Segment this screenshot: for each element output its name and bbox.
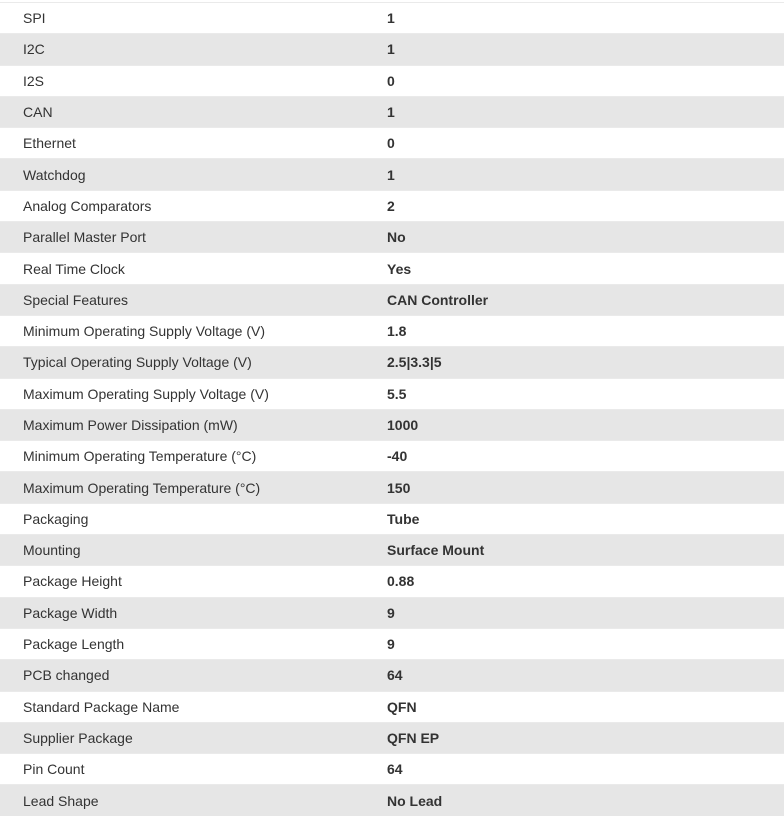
spec-value: Yes: [387, 260, 412, 277]
spec-label: Maximum Operating Temperature (°C): [23, 479, 261, 496]
spec-label: Real Time Clock: [23, 260, 125, 277]
spec-value: 9: [387, 604, 395, 621]
spec-value: 1000: [387, 417, 419, 433]
spec-row: [0, 96, 784, 127]
spec-row: [0, 440, 784, 471]
spec-row: [0, 127, 784, 158]
spec-row: [0, 346, 784, 377]
spec-row: [0, 252, 784, 283]
spec-value: QFN: [387, 698, 417, 715]
spec-value: 9: [387, 636, 395, 653]
spec-value: No Lead: [387, 792, 443, 809]
spec-row: [0, 284, 784, 315]
spec-label: Watchdog: [23, 166, 86, 183]
spec-label: Package Height: [23, 573, 122, 590]
spec-row: [0, 2, 784, 33]
spec-label: Maximum Operating Supply Voltage (V): [23, 385, 269, 402]
spec-row: [0, 503, 784, 534]
spec-row: [0, 691, 784, 722]
spec-row: [0, 190, 784, 221]
spec-label: I2S: [23, 72, 45, 89]
spec-row: [0, 534, 784, 565]
spec-value: 64: [387, 667, 403, 684]
spec-row: [0, 565, 784, 596]
spec-row: [0, 597, 784, 628]
spec-label: Minimum Operating Temperature (°C): [23, 448, 257, 465]
spec-row: [0, 33, 784, 64]
spec-row: [0, 315, 784, 346]
spec-value: 0.88: [387, 573, 415, 590]
spec-value: -40: [387, 448, 408, 465]
spec-value: 1: [387, 104, 395, 121]
spec-label: PCB changed: [23, 667, 110, 684]
spec-label: Standard Package Name: [23, 698, 180, 715]
spec-value: 2: [387, 197, 395, 214]
spec-row: [0, 65, 784, 96]
spec-label: Pin Count: [23, 761, 85, 778]
spec-value: Tube: [387, 510, 420, 527]
spec-label: Special Features: [23, 291, 129, 308]
spec-value: 1: [387, 166, 395, 183]
spec-value: 64: [387, 761, 403, 778]
spec-row: [0, 378, 784, 409]
spec-label: Typical Operating Supply Voltage (V): [23, 354, 252, 371]
spec-value: 2.5|3.3|5: [387, 354, 442, 371]
spec-value: CAN Controller: [387, 291, 489, 308]
spec-label: Package Length: [23, 636, 125, 653]
spec-row: [0, 409, 784, 440]
spec-value: 1: [387, 41, 395, 58]
spec-value: 5.5: [387, 385, 407, 402]
spec-row: [0, 221, 784, 252]
spec-label: Mounting: [23, 542, 81, 559]
spec-label: CAN: [23, 104, 53, 121]
spec-label: Analog Comparators: [23, 197, 152, 214]
spec-value: Surface Mount: [387, 542, 485, 559]
spec-value: 1: [387, 10, 395, 27]
spec-label: Supplier Package: [23, 729, 133, 746]
spec-label: Package Width: [23, 604, 118, 621]
spec-label: Packaging: [23, 510, 89, 527]
spec-table: [0, 2, 784, 816]
spec-value: 150: [387, 479, 411, 496]
spec-value: No: [387, 229, 406, 246]
spec-value: QFN EP: [387, 729, 440, 746]
spec-label: Ethernet: [23, 135, 76, 152]
spec-row: [0, 784, 784, 815]
spec-label: Parallel Master Port: [23, 229, 146, 246]
spec-value: 0: [387, 135, 395, 152]
spec-label: SPI: [23, 10, 46, 27]
spec-row: [0, 753, 784, 784]
spec-row: [0, 471, 784, 502]
spec-label: Maximum Power Dissipation (mW): [23, 417, 238, 433]
spec-row: [0, 722, 784, 753]
spec-label: Minimum Operating Supply Voltage (V): [23, 323, 265, 340]
spec-label: Lead Shape: [23, 792, 99, 809]
spec-row: [0, 628, 784, 659]
spec-row: [0, 158, 784, 189]
spec-label: I2C: [23, 41, 45, 58]
spec-value: 0: [387, 72, 395, 89]
spec-row: [0, 659, 784, 690]
spec-value: 1.8: [387, 323, 407, 340]
